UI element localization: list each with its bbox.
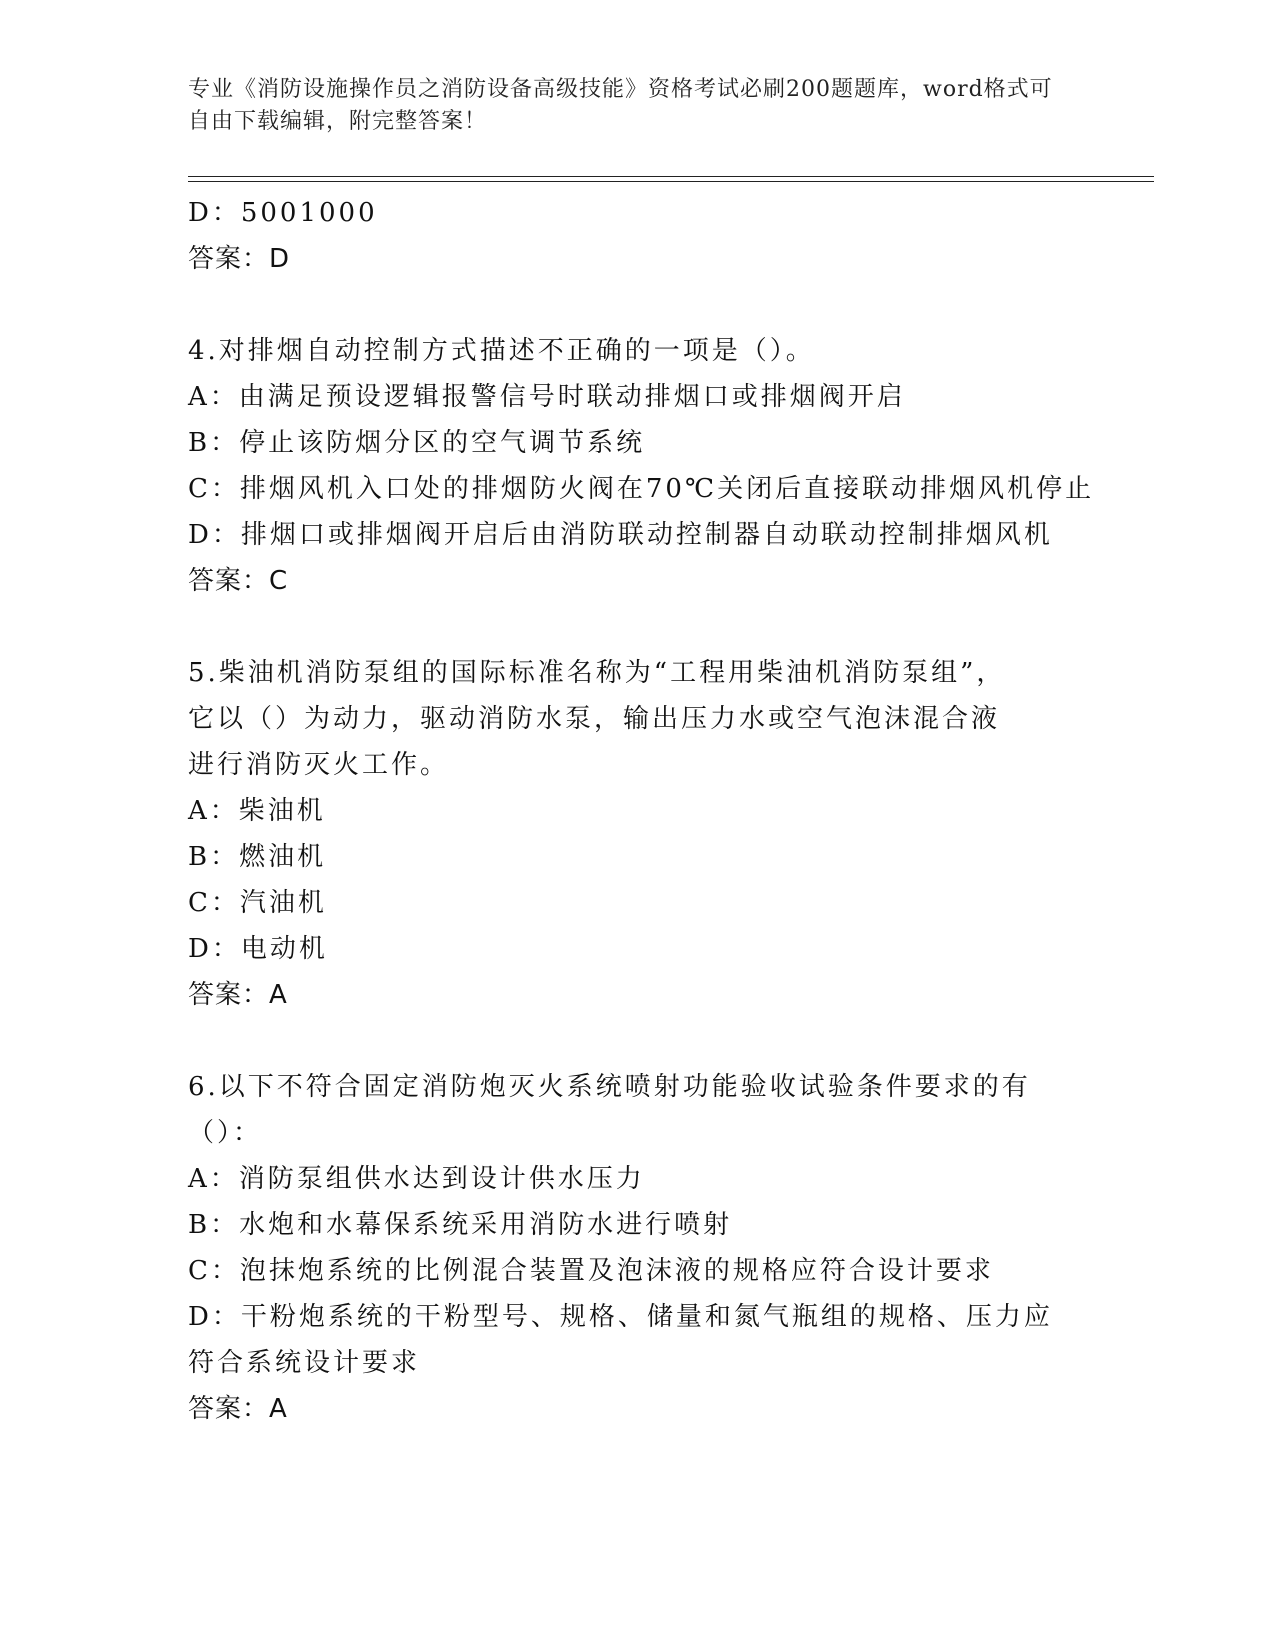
answer-prev: 答案：D [188, 244, 291, 274]
option-c: C：泡抹炮系统的比例混合装置及泡沫液的规格应符合设计要求 [188, 1256, 994, 1286]
question-stem: 6.以下不符合固定消防炮灭火系统喷射功能验收试验条件要求的有（）： [188, 1072, 1031, 1148]
option-a: A：柴油机 [188, 796, 326, 826]
question-5 [188, 650, 1088, 1018]
option-d: D：排烟口或排烟阀开启后由消防联动控制器自动联动控制排烟风机 [188, 520, 1053, 550]
option-b: B：燃油机 [188, 842, 327, 872]
header-divider-top [188, 176, 1154, 177]
answer: 答案：A [188, 980, 288, 1010]
option-b: B：水炮和水幕保系统采用消防水进行喷射 [188, 1210, 733, 1240]
question-list [188, 190, 1095, 1432]
document-header: 专业《消防设施操作员之消防设备高级技能》资格考试必刷200题题库，word格式可自由下载编辑，附完整答案！ [188, 77, 1053, 134]
option-a: A：由满足预设逻辑报警信号时联动排烟口或排烟阀开启 [188, 382, 906, 412]
answer: 答案：C [188, 566, 289, 596]
option-c: C：排烟风机入口处的排烟防火阀在70℃关闭后直接联动排烟风机停止 [188, 474, 1095, 504]
option-d-prev: D：5001000 [188, 198, 378, 228]
question-stem: 4.对排烟自动控制方式描述不正确的一项是（）。 [188, 336, 815, 366]
answer: 答案：A [188, 1394, 288, 1424]
question-6 [188, 1064, 1088, 1432]
question-stem: 5.柴油机消防泵组的国际标准名称为“工程用柴油机消防泵组”，它以（）为动力，驱动消防水泵，输出压力水或空气泡沫混合液进行消防灭火工作。 [188, 658, 1006, 780]
option-d: D：电动机 [188, 934, 328, 964]
question-4 [188, 328, 1095, 604]
option-c: C：汽油机 [188, 888, 327, 918]
option-a: A：消防泵组供水达到设计供水压力 [188, 1164, 645, 1194]
option-b: B：停止该防烟分区的空气调节系统 [188, 428, 646, 458]
option-d: D：干粉炮系统的干粉型号、规格、储量和氮气瓶组的规格、压力应符合系统设计要求 [188, 1302, 1053, 1378]
header-divider-bottom [188, 181, 1154, 182]
